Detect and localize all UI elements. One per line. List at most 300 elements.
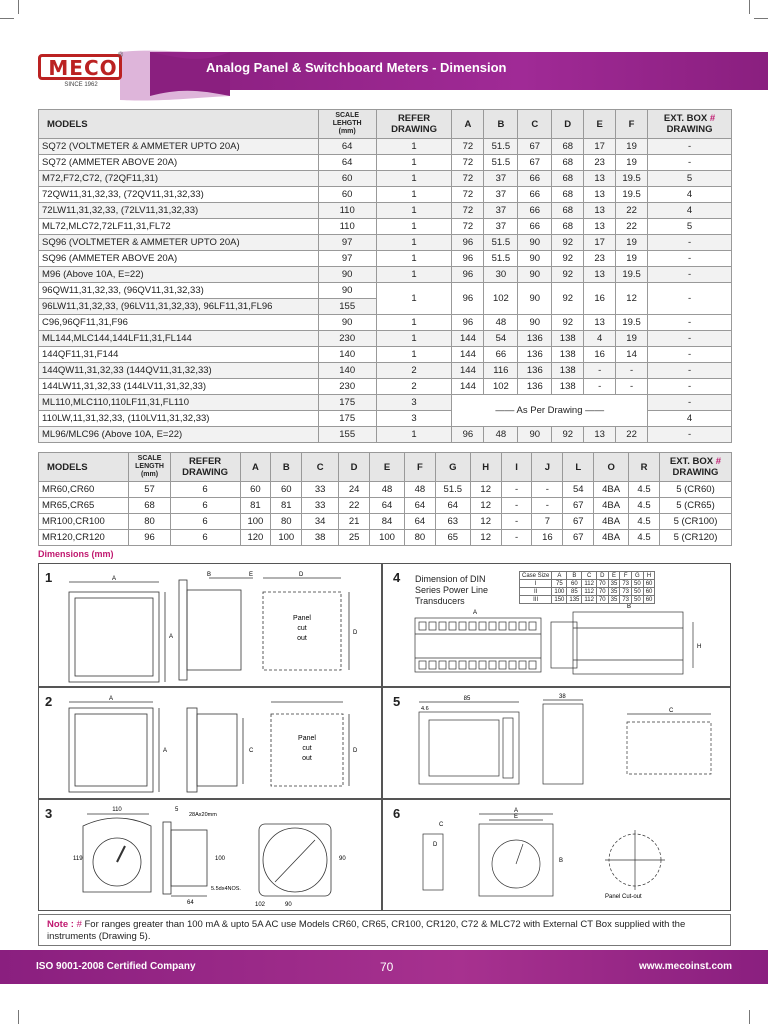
- value-cell: 230: [318, 331, 376, 347]
- value-cell: 1: [376, 139, 452, 155]
- value-cell: 90: [518, 235, 552, 251]
- value-cell: 19: [616, 235, 648, 251]
- table-row: [39, 347, 732, 363]
- header-text: DRAWING: [391, 124, 437, 135]
- drawing-number: 4: [393, 570, 401, 585]
- case-cell: I: [520, 580, 552, 588]
- header-text: LENGTH: [135, 463, 164, 470]
- value-cell: -: [648, 347, 732, 363]
- dim-label: 100: [215, 856, 226, 862]
- value-cell: 6: [170, 530, 240, 546]
- terminal-screw: [469, 661, 476, 669]
- value-cell: 48: [404, 482, 435, 498]
- table-row: [39, 139, 732, 155]
- value-cell: -: [648, 283, 732, 315]
- value-cell: -: [648, 155, 732, 171]
- case-cell: III: [520, 596, 552, 604]
- value-cell: 2: [376, 379, 452, 395]
- dim-label: A: [111, 576, 117, 582]
- value-cell: -: [648, 379, 732, 395]
- value-cell: 1: [376, 427, 452, 443]
- dim-label: 4.6: [421, 706, 429, 712]
- value-cell: 13: [584, 171, 616, 187]
- value-cell: 68: [552, 139, 584, 155]
- cutout-label: cut: [302, 745, 312, 752]
- model-cell: 144QW11,31,32,33 (144QV11,31,32,33): [39, 363, 319, 379]
- col-header-models: MODELS: [39, 110, 319, 139]
- model-cell: ML96/MLC96 (Above 10A, E=22): [39, 427, 319, 443]
- value-cell: 66: [518, 203, 552, 219]
- table-row: [39, 315, 732, 331]
- drawing-5-diagram: [383, 688, 730, 798]
- dim-label: 119: [73, 856, 83, 862]
- value-cell: 67: [518, 139, 552, 155]
- table-row: [39, 203, 732, 219]
- dim-label: C: [249, 748, 254, 754]
- dim-label: E: [513, 814, 519, 820]
- col-header-j: J: [532, 453, 563, 482]
- model-cell: 96QW11,31,32,33, (96QV11,31,32,33): [39, 283, 319, 299]
- value-cell: -: [584, 363, 616, 379]
- col-header-f: F: [404, 453, 435, 482]
- value-cell: 1: [376, 155, 452, 171]
- case-header-cell: A: [552, 572, 567, 580]
- model-cell: MR120,CR120: [39, 530, 129, 546]
- dim-label: B: [627, 604, 632, 610]
- note-text: For ranges greater than 100 mA & upto 5A AC use Models CR60, CR65, CR100, CR120, C72 & MLC72 with External CT Box supplied with the instruments (Drawing 5).: [47, 919, 686, 942]
- value-cell: 68: [552, 171, 584, 187]
- case-size-table: [519, 571, 655, 604]
- value-cell: 67: [563, 530, 594, 546]
- table-row: [39, 171, 732, 187]
- cutout-label: out: [302, 755, 312, 762]
- value-cell: 90: [318, 283, 376, 299]
- value-cell: -: [648, 139, 732, 155]
- table-row: [39, 251, 732, 267]
- din-title-line: Dimension of DIN: [415, 574, 486, 584]
- col-header-refer: [376, 110, 452, 139]
- col-header-a: A: [452, 110, 484, 139]
- dim-label: A: [108, 696, 114, 702]
- dim-label: D: [353, 748, 358, 754]
- table-row: [520, 596, 655, 604]
- terminal-screw: [449, 661, 456, 669]
- value-cell: 5: [648, 219, 732, 235]
- value-cell: 51.5: [484, 155, 518, 171]
- model-cell: ML110,MLC110,110LF11,31,FL110: [39, 395, 319, 411]
- value-cell: 16: [584, 347, 616, 363]
- table-row: [39, 498, 732, 514]
- dimensions-label: Dimensions (mm): [38, 549, 114, 559]
- value-cell: 81: [271, 498, 302, 514]
- value-cell: 80: [129, 514, 170, 530]
- value-cell: 17: [584, 139, 616, 155]
- value-cell: 1: [376, 235, 452, 251]
- value-cell: 19: [616, 251, 648, 267]
- value-cell: 38: [302, 530, 339, 546]
- header-text: SCALE: [335, 112, 360, 119]
- crop-mark: [754, 18, 768, 19]
- table-header-row: [39, 453, 732, 482]
- value-cell: 22: [616, 203, 648, 219]
- value-cell: 12: [470, 482, 501, 498]
- page-title: Analog Panel & Switchboard Meters - Dimension: [206, 60, 507, 75]
- col-header-scale: [318, 110, 376, 139]
- value-cell: 1: [376, 219, 452, 235]
- value-cell: 96: [129, 530, 170, 546]
- value-cell: 110: [318, 219, 376, 235]
- col-header-e: E: [370, 453, 405, 482]
- col-header-b: B: [271, 453, 302, 482]
- value-cell: 92: [552, 235, 584, 251]
- col-header-ext-box: [648, 110, 732, 139]
- value-cell: 12: [470, 498, 501, 514]
- value-cell: 19: [616, 331, 648, 347]
- value-cell: 1: [376, 347, 452, 363]
- value-cell: 140: [318, 347, 376, 363]
- table-row: [39, 331, 732, 347]
- value-cell: 19.5: [616, 171, 648, 187]
- case-cell: 50: [632, 596, 644, 604]
- model-cell: ML144,MLC144,144LF11,31,FL144: [39, 331, 319, 347]
- value-cell: -: [501, 514, 532, 530]
- terminal-screw: [439, 661, 446, 669]
- col-header-refer: [170, 453, 240, 482]
- case-cell: 150: [552, 596, 567, 604]
- value-cell: 144: [452, 363, 484, 379]
- value-cell: 175: [318, 395, 376, 411]
- drawing-5: [382, 687, 731, 799]
- model-cell: ML72,MLC72,72LF11,31,FL72: [39, 219, 319, 235]
- model-cell: SQ96 (VOLTMETER & AMMETER UPTO 20A): [39, 235, 319, 251]
- value-cell: 4: [648, 187, 732, 203]
- header-text: DRAWING: [666, 124, 713, 135]
- value-cell: 1: [376, 331, 452, 347]
- table-row: [39, 482, 732, 498]
- value-cell: 1: [376, 267, 452, 283]
- value-cell: 19.5: [616, 267, 648, 283]
- value-cell: 54: [563, 482, 594, 498]
- terminal-screw: [459, 622, 466, 630]
- page-header: [0, 38, 768, 102]
- model-cell: 144LW11,31,32,33 (144LV11,31,32,33): [39, 379, 319, 395]
- value-cell: 90: [518, 283, 552, 315]
- value-cell: 92: [552, 427, 584, 443]
- case-cell: 75: [552, 580, 567, 588]
- model-cell: SQ72 (AMMETER ABOVE 20A): [39, 155, 319, 171]
- model-cell: 144QF11,31,F144: [39, 347, 319, 363]
- drawing-4: [382, 563, 731, 687]
- case-cell: 70: [596, 596, 608, 604]
- col-header-models: MODELS: [39, 453, 129, 482]
- table-header-row: [520, 572, 655, 580]
- value-cell: 65: [435, 530, 470, 546]
- note-box: [38, 914, 731, 946]
- dim-label: D: [299, 572, 304, 578]
- drawing-1: [38, 563, 382, 687]
- dim-label: C: [669, 708, 674, 714]
- table-row: [39, 363, 732, 379]
- value-cell: 5 (CR65): [659, 498, 731, 514]
- dim-label: 64: [187, 900, 194, 906]
- value-cell: 25: [339, 530, 370, 546]
- hash-mark: #: [76, 919, 82, 930]
- dim-label: 85: [463, 696, 471, 702]
- value-cell: 1: [376, 203, 452, 219]
- value-cell: 63: [435, 514, 470, 530]
- table-row: [39, 514, 732, 530]
- drawing-number: 2: [45, 694, 53, 709]
- terminal-screw: [499, 622, 506, 630]
- value-cell: 64: [318, 155, 376, 171]
- case-cell: 70: [596, 580, 608, 588]
- cutout-label: Panel: [293, 615, 311, 622]
- value-cell: 68: [552, 203, 584, 219]
- value-cell: 21: [339, 514, 370, 530]
- value-cell: 3: [376, 411, 452, 427]
- logo-frame: [38, 54, 122, 80]
- value-cell: 64: [404, 514, 435, 530]
- value-cell: 72: [452, 187, 484, 203]
- terminal-screw: [509, 661, 516, 669]
- website-link[interactable]: www.mecoinst.com: [639, 961, 732, 972]
- terminal-screw: [519, 661, 526, 669]
- value-cell: 136: [518, 379, 552, 395]
- value-cell: 34: [302, 514, 339, 530]
- dim-label: B: [207, 572, 212, 578]
- value-cell: 67: [563, 498, 594, 514]
- value-cell: 67: [563, 514, 594, 530]
- value-cell: 51.5: [484, 251, 518, 267]
- value-cell: 96: [452, 235, 484, 251]
- dim-label: 110: [112, 807, 122, 813]
- case-header-cell: B: [567, 572, 582, 580]
- value-cell: -: [648, 315, 732, 331]
- cutout-label: out: [297, 635, 307, 642]
- case-cell: 73: [620, 580, 632, 588]
- value-cell: 22: [616, 219, 648, 235]
- value-cell: 23: [584, 251, 616, 267]
- case-cell: 60: [567, 580, 582, 588]
- case-cell: 100: [552, 588, 567, 596]
- value-cell: 33: [302, 498, 339, 514]
- case-cell: 50: [632, 588, 644, 596]
- value-cell: 12: [470, 530, 501, 546]
- value-cell: -: [616, 363, 648, 379]
- value-cell: 6: [170, 514, 240, 530]
- value-cell: 64: [404, 498, 435, 514]
- case-cell: 35: [608, 580, 620, 588]
- value-cell: 23: [584, 155, 616, 171]
- value-cell: 144: [452, 347, 484, 363]
- terminal-screw: [419, 661, 426, 669]
- model-cell: 96LW11,31,32,33, (96LV11,31,32,33), 96LF11,31,FL96: [39, 299, 319, 315]
- terminal-screw: [439, 622, 446, 630]
- value-cell: 14: [616, 347, 648, 363]
- drawing-6: [382, 799, 731, 911]
- logo-text: MECO: [48, 56, 118, 80]
- value-cell: 13: [584, 315, 616, 331]
- value-cell: 72: [452, 139, 484, 155]
- note-label: Note :: [47, 919, 74, 930]
- col-header-d: D: [552, 110, 584, 139]
- terminal-screw: [479, 622, 486, 630]
- value-cell: 102: [484, 379, 518, 395]
- value-cell: 96: [452, 267, 484, 283]
- value-cell: 5 (CR120): [659, 530, 731, 546]
- value-cell: 60: [240, 482, 271, 498]
- value-cell: 51.5: [484, 139, 518, 155]
- value-cell: 96: [452, 251, 484, 267]
- value-cell: -: [532, 482, 563, 498]
- value-cell: 4: [648, 203, 732, 219]
- as-per-drawing-cell: —— As Per Drawing ——: [452, 395, 648, 427]
- value-cell: 96: [452, 315, 484, 331]
- case-header-cell: E: [608, 572, 620, 580]
- crop-mark: [0, 18, 14, 19]
- value-cell: 4.5: [629, 482, 660, 498]
- value-cell: 68: [552, 155, 584, 171]
- value-cell: 66: [518, 171, 552, 187]
- col-header-o: O: [594, 453, 629, 482]
- drawing-1-diagram: [39, 564, 381, 686]
- dim-label: 5: [175, 807, 179, 813]
- header-text: (mm): [338, 128, 356, 135]
- value-cell: -: [648, 395, 732, 411]
- value-cell: 138: [552, 347, 584, 363]
- value-cell: -: [532, 498, 563, 514]
- col-header-d: D: [339, 453, 370, 482]
- terminal-screw: [489, 661, 496, 669]
- crop-mark: [749, 1010, 750, 1024]
- value-cell: 155: [318, 427, 376, 443]
- col-header-l: L: [563, 453, 594, 482]
- din-title-line: Transducers: [415, 596, 465, 606]
- header-text: EXT. BOX: [663, 113, 708, 124]
- value-cell: -: [648, 363, 732, 379]
- crop-mark: [18, 0, 19, 14]
- value-cell: 136: [518, 347, 552, 363]
- value-cell: 72: [452, 203, 484, 219]
- page-footer: [0, 950, 768, 984]
- value-cell: 66: [518, 219, 552, 235]
- case-cell: 60: [643, 596, 655, 604]
- value-cell: 72: [452, 171, 484, 187]
- din-title-line: Series Power Line: [415, 585, 489, 595]
- value-cell: 37: [484, 203, 518, 219]
- value-cell: 230: [318, 379, 376, 395]
- dim-label: D: [353, 630, 358, 636]
- value-cell: 33: [302, 482, 339, 498]
- value-cell: 102: [484, 283, 518, 315]
- terminal-screw: [449, 622, 456, 630]
- terminal-screw: [429, 661, 436, 669]
- value-cell: 90: [518, 267, 552, 283]
- value-cell: -: [648, 235, 732, 251]
- iso-certification: ISO 9001-2008 Certified Company: [36, 961, 196, 972]
- value-cell: 64: [318, 139, 376, 155]
- value-cell: 100: [370, 530, 405, 546]
- drawing-6-diagram: [383, 800, 730, 910]
- terminal-screw: [479, 661, 486, 669]
- value-cell: 140: [318, 363, 376, 379]
- col-header-i: I: [501, 453, 532, 482]
- din-title: [415, 574, 488, 607]
- value-cell: -: [501, 482, 532, 498]
- value-cell: -: [501, 498, 532, 514]
- meco-logo: [36, 52, 124, 96]
- case-cell: 70: [596, 588, 608, 596]
- value-cell: 51.5: [484, 235, 518, 251]
- case-cell: 73: [620, 596, 632, 604]
- case-cell: 112: [582, 580, 597, 588]
- value-cell: 19.5: [616, 187, 648, 203]
- case-cell: 135: [567, 596, 582, 604]
- header-text: DRAWING: [182, 467, 228, 478]
- value-cell: 4BA: [594, 514, 629, 530]
- model-cell: SQ72 (VOLTMETER & AMMETER UPTO 20A): [39, 139, 319, 155]
- dim-label: 102: [255, 902, 266, 908]
- value-cell: 54: [484, 331, 518, 347]
- model-cell: MR60,CR60: [39, 482, 129, 498]
- drawing-number: 6: [393, 806, 401, 821]
- col-header-g: G: [435, 453, 470, 482]
- value-cell: 175: [318, 411, 376, 427]
- value-cell: 100: [240, 514, 271, 530]
- value-cell: -: [584, 379, 616, 395]
- col-header-r: R: [629, 453, 660, 482]
- value-cell: 1: [376, 187, 452, 203]
- table-row: [39, 267, 732, 283]
- value-cell: 13: [584, 267, 616, 283]
- value-cell: 60: [271, 482, 302, 498]
- value-cell: 12: [470, 514, 501, 530]
- header-text: LEHGTH: [332, 120, 362, 127]
- value-cell: 72: [452, 155, 484, 171]
- model-cell: C96,96QF11,31,F96: [39, 315, 319, 331]
- terminal-screw: [519, 622, 526, 630]
- value-cell: 13: [584, 427, 616, 443]
- cutout-label: Panel: [298, 735, 316, 742]
- value-cell: 138: [552, 331, 584, 347]
- dim-label: 90: [339, 856, 346, 862]
- dim-label: A: [169, 634, 174, 640]
- col-header-b: B: [484, 110, 518, 139]
- value-cell: 3: [376, 395, 452, 411]
- value-cell: 37: [484, 219, 518, 235]
- value-cell: 90: [318, 267, 376, 283]
- dimension-table-panel-meters: [38, 109, 732, 443]
- value-cell: -: [648, 251, 732, 267]
- model-cell: M96 (Above 10A, E=22): [39, 267, 319, 283]
- cutout-label: cut: [297, 625, 307, 632]
- value-cell: 64: [370, 498, 405, 514]
- value-cell: 80: [271, 514, 302, 530]
- value-cell: 92: [552, 251, 584, 267]
- value-cell: 72: [452, 219, 484, 235]
- header-text: REFER: [397, 113, 431, 124]
- header-text: REFER: [188, 456, 222, 467]
- dim-label: 5.5dx4NOS.: [211, 886, 241, 892]
- model-cell: 72QW11,31,32,33, (72QV11,31,32,33): [39, 187, 319, 203]
- dim-label: C: [439, 822, 444, 828]
- hash-mark: #: [715, 456, 722, 467]
- value-cell: 1: [376, 283, 452, 315]
- value-cell: 4: [584, 331, 616, 347]
- model-cell: MR65,CR65: [39, 498, 129, 514]
- terminal-screw: [459, 661, 466, 669]
- value-cell: 13: [584, 203, 616, 219]
